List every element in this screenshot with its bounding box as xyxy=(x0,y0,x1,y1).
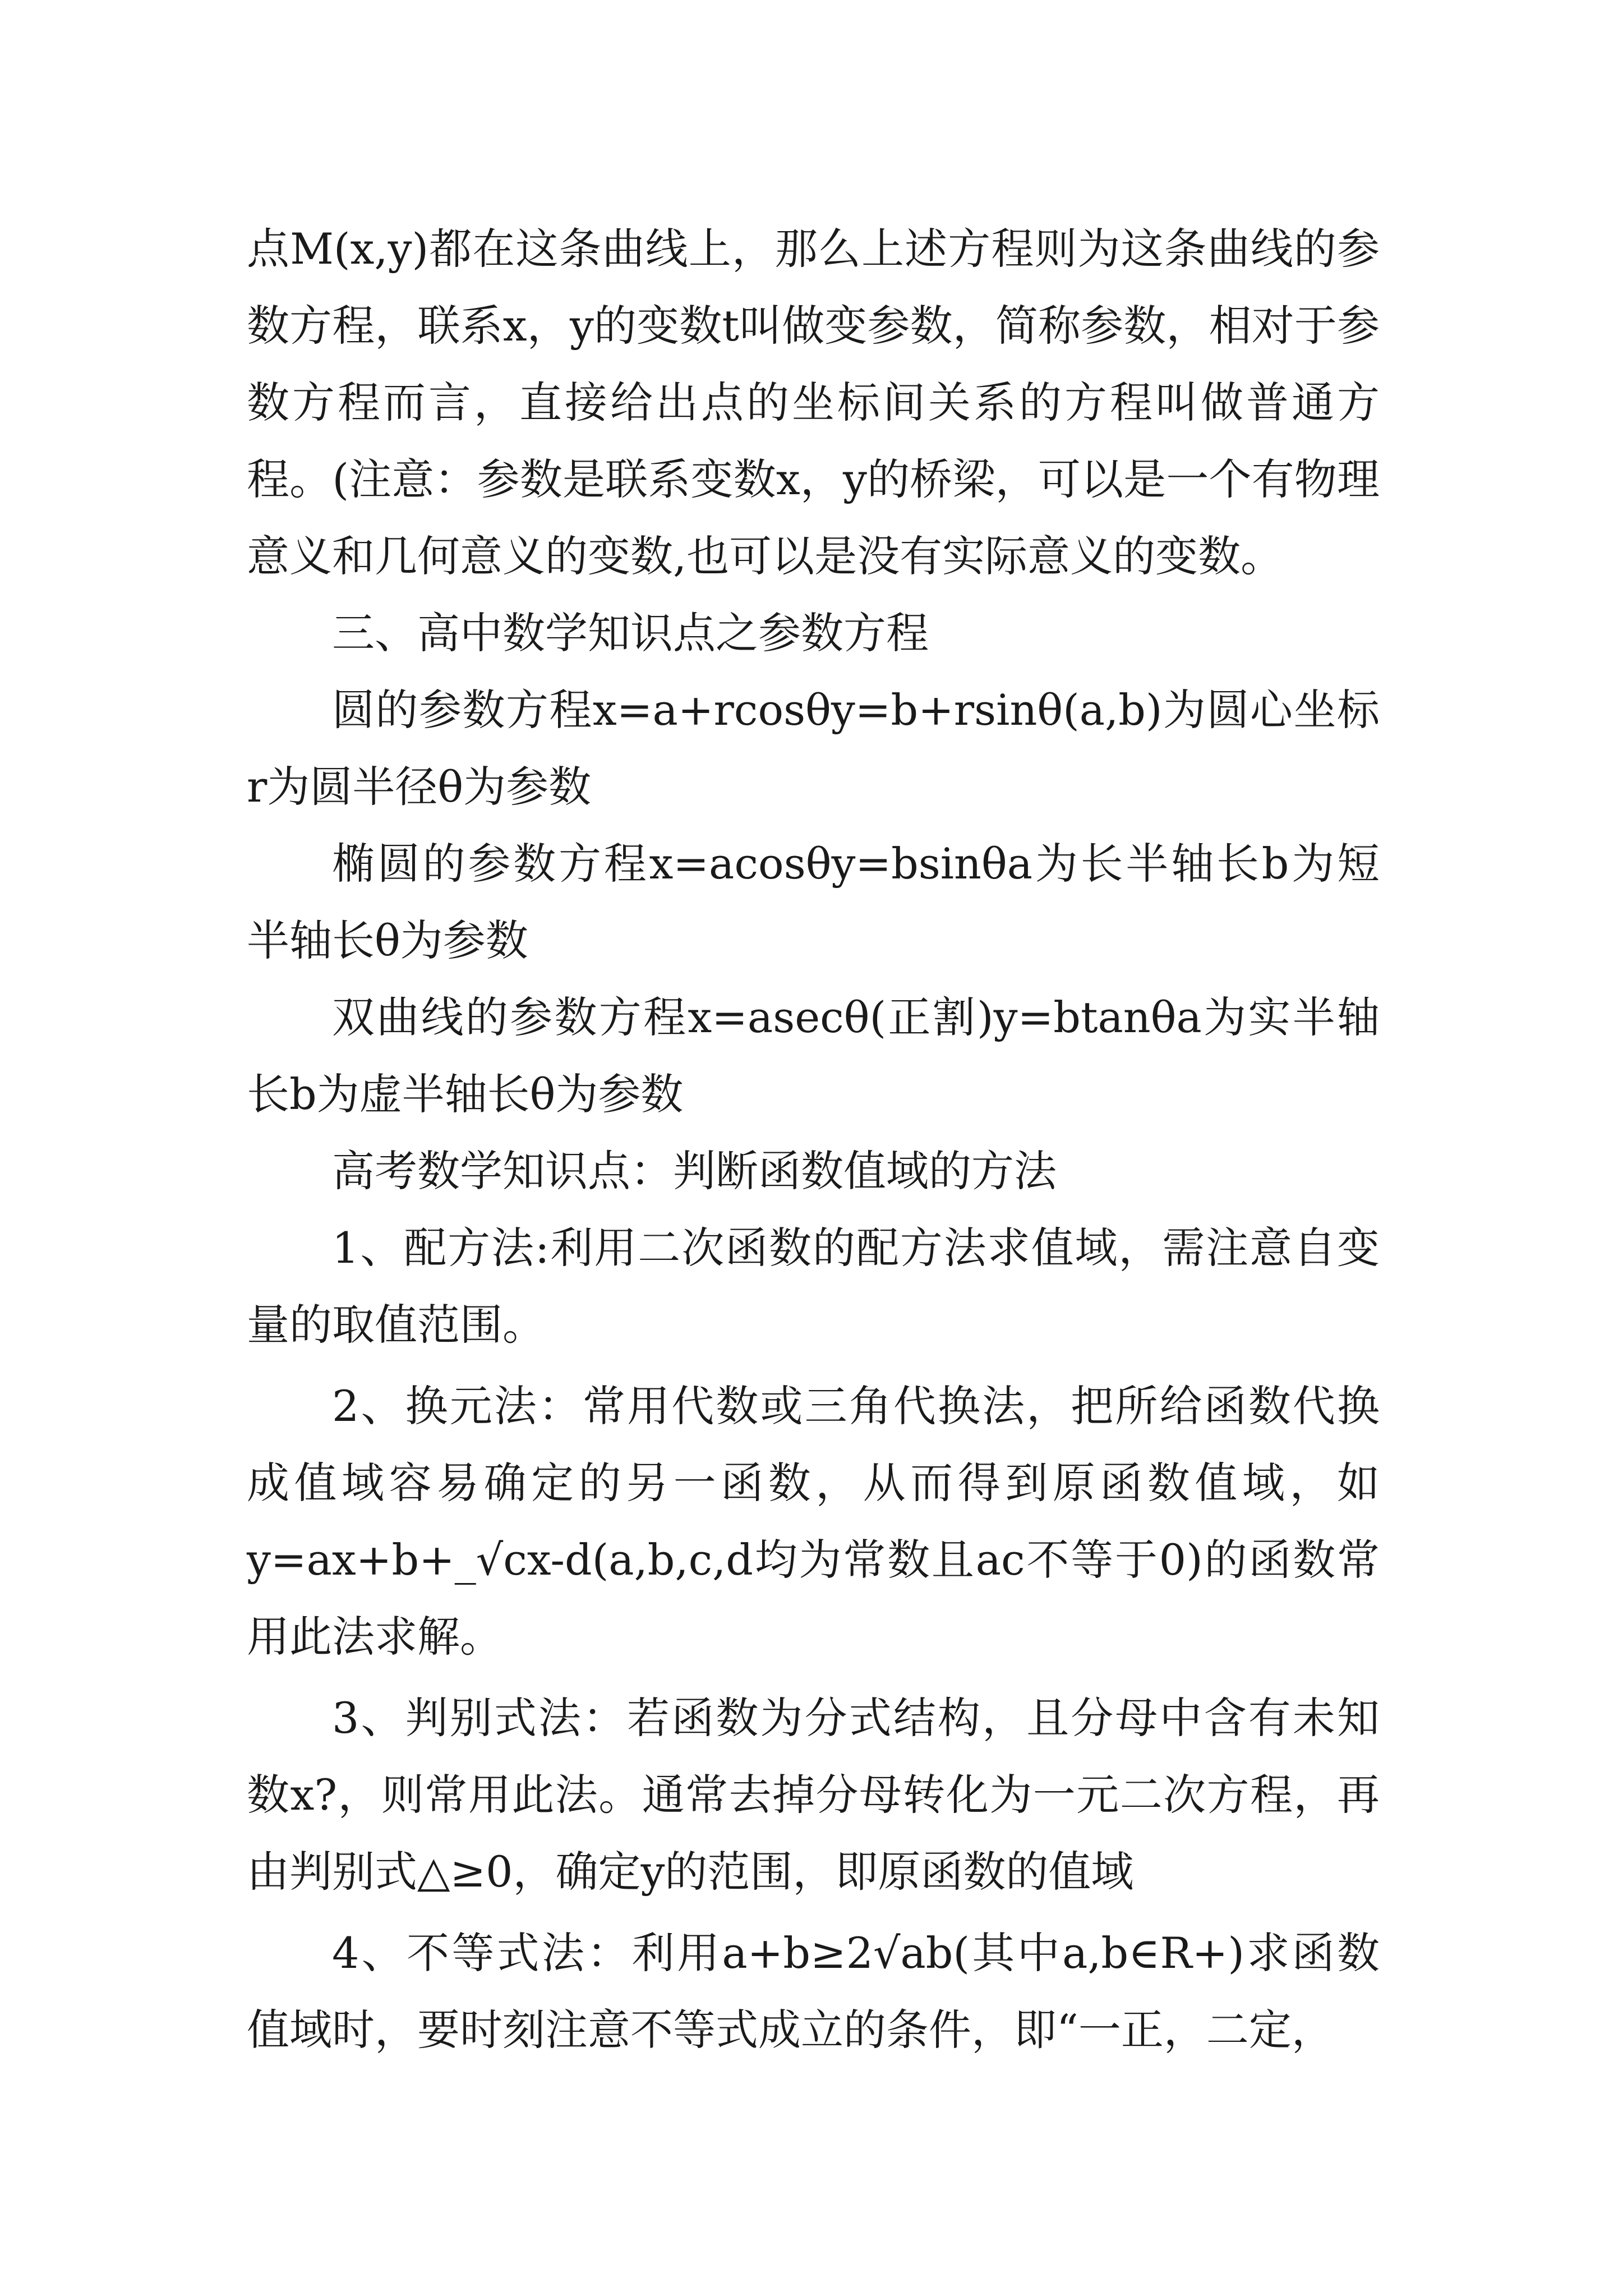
paragraph-method-completing-square: 1、配方法:利用二次函数的配方法求值域，需注意自变量的取值范围。 xyxy=(247,1223,1380,1350)
paragraph-method-inequality: 4、不等式法：利用a+b≥2√ab(其中a,b∈R+)求函数值域时，要时刻注意不等式成立的条件，即“一正，二定， xyxy=(247,1928,1380,2055)
document-body xyxy=(247,210,1380,2068)
section-heading-function-range: 高考数学知识点：判断函数值域的方法 xyxy=(332,1146,1057,1196)
paragraph-method-discriminant: 3、判别式法：若函数为分式结构，且分母中含有未知数x?，则常用此法。通常去掉分母转化为一元二次方程，再由判别式△≥0，确定y的范围，即原函数的值域 xyxy=(247,1693,1380,1897)
paragraph-method-substitution: 2、换元法：常用代数或三角代换法，把所给函数代换成值域容易确定的另一函数，从而得到原函数值域，如y=ax+b+_√cx-d(a,b,c,d均为常数且ac不等于0)的函数常用此法求解。 xyxy=(247,1381,1380,1662)
paragraph-circle-parametric: 圆的参数方程x=a+rcosθy=b+rsinθ(a,b)为圆心坐标r为圆半径θ为参数 xyxy=(247,685,1380,812)
paragraph-parametric-definition: 点M(x,y)都在这条曲线上，那么上述方程则为这条曲线的参数方程，联系x，y的变数t叫做变参数，简称参数，相对于参数方程而言，直接给出点的坐标间关系的方程叫做普通方程。(注意：参数是联系变数x，y的桥梁，可以是一个有物理意义和几何意义的变数,也可以是没有实际意义的变数。 xyxy=(247,224,1380,581)
paragraph-ellipse-parametric: 椭圆的参数方程x=acosθy=bsinθa为长半轴长b为短半轴长θ为参数 xyxy=(247,839,1380,965)
paragraph-hyperbola-parametric: 双曲线的参数方程x=asecθ(正割)y=btanθa为实半轴长b为虚半轴长θ为参数 xyxy=(247,992,1380,1119)
section-heading-parametric-equations: 三、高中数学知识点之参数方程 xyxy=(332,608,929,658)
